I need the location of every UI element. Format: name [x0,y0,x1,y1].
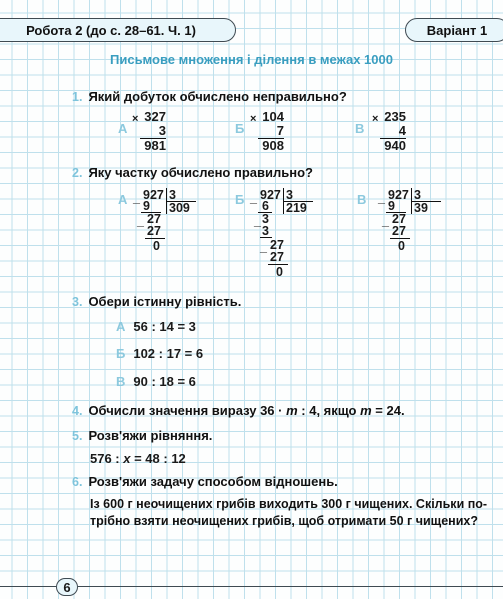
multiplication-c: × 235 4 940 [372,109,406,153]
question-6 [72,474,338,489]
equation: 102 : 17 = 6 [133,346,204,361]
question-text: Обчисли значення виразу 36 · m : 4, якщо m = 24. [88,403,405,418]
option-a [116,319,196,334]
footer-line [78,586,503,587]
variant-badge: Варіант 1 [405,18,503,42]
question-number: 6. [72,475,83,489]
multiplication-a: × 327 3 981 [132,109,166,153]
option-letter-c: В [357,192,367,207]
multiply-sign: × [250,113,257,125]
question-text: Який добуток обчислено неправильно? [88,89,347,104]
option-letter-b: Б [235,192,245,207]
long-division-c: _ 927 3 39 9 _ 27 27 0 [378,190,458,270]
question-number: 1. [72,90,83,104]
long-division-b: _ 927 3 219 6 _ 3 3 _ 27 27 0 [250,190,330,290]
option-letter: А [116,319,126,334]
option-letter-b: Б [235,121,245,136]
question-text: Розв'яжи задачу способом відношень. [88,474,338,489]
option-letter-a: А [118,192,128,207]
question-number: 3. [72,295,83,309]
footer-line-left [0,586,56,587]
question-text: Яку частку обчислено правильно? [88,165,313,180]
work-title: Робота 2 (до с. 28–61. Ч. 1) [0,18,236,42]
question-text: Розв'яжи рівняння. [88,428,213,443]
question-2 [72,165,313,180]
problem-text: Із 600 г неочищених грибів виходить 300 г чищених. Скільки по- трібно взяти неочищених грибів, щоб отримати 50 г чищених? [90,497,488,528]
question-3 [72,294,241,309]
multiplication-b: × 104 7 908 [250,109,284,153]
question-number: 2. [72,166,83,180]
equation: 90 : 18 = 6 [133,374,196,389]
header-bar [0,14,503,46]
option-letter-c: В [355,121,365,136]
long-division-a: _ 927 3 309 9 _ 27 27 0 [133,190,213,270]
equation: 56 : 14 = 3 [133,319,196,334]
page-subtitle: Письмове множення і ділення в межах 1000 [110,52,393,67]
option-letter: В [116,374,126,389]
question-4 [72,403,405,418]
question-1 [72,89,347,104]
question-number: 4. [72,404,83,418]
multiply-sign: × [132,113,139,125]
option-c [116,374,196,389]
question-text: Обери істинну рівність. [88,294,242,309]
option-b [116,346,203,361]
multiply-sign: × [372,113,379,125]
equation: 576 : x = 48 : 12 [90,451,186,466]
option-letter-a: А [118,121,128,136]
question-5 [72,428,212,443]
question-number: 5. [72,429,83,443]
option-letter: Б [116,346,126,361]
page-number: 6 [56,578,78,596]
